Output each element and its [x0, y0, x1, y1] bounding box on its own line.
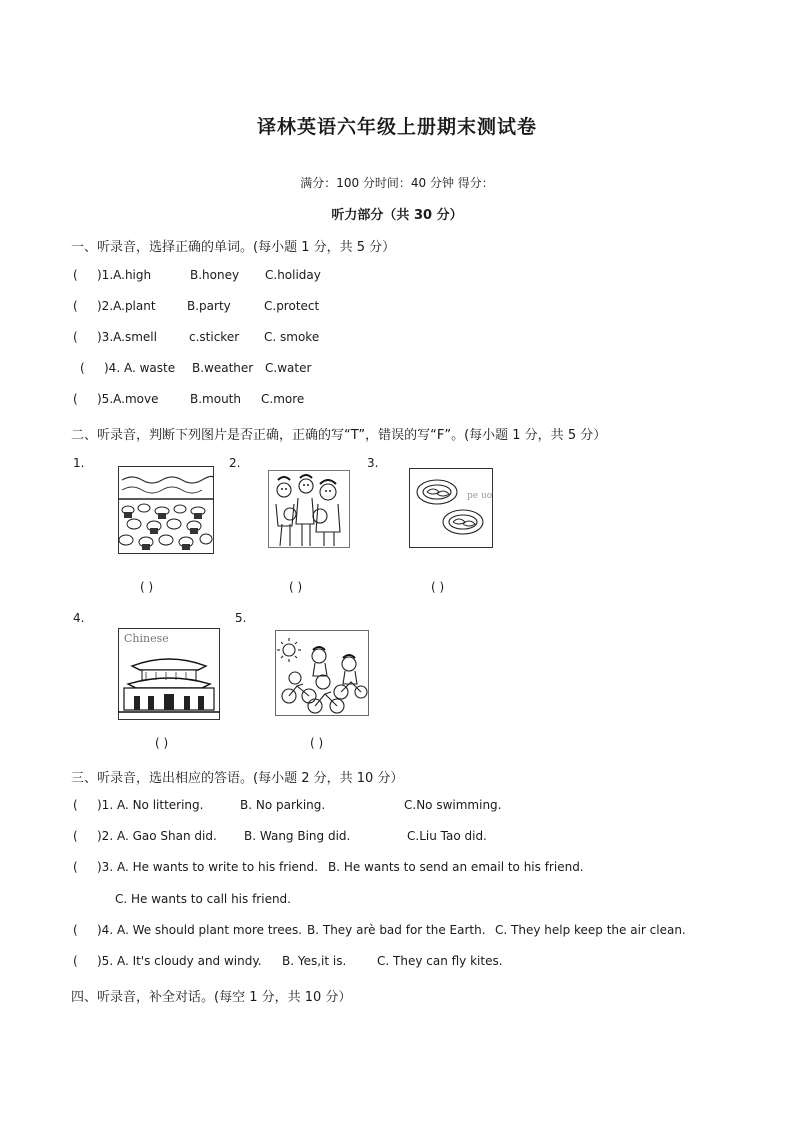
option-c: C.Liu Tao did.: [407, 829, 487, 843]
option-c: C.protect: [264, 299, 320, 313]
option-a: )5.A.move: [97, 392, 159, 406]
option-b: B.mouth: [190, 392, 241, 406]
answer-paren: (: [73, 268, 78, 282]
picture-2-party-image: [268, 470, 350, 548]
page-title: 译林英语六年级上册期末测试卷: [256, 116, 537, 138]
option-a: )1. A. No littering.: [97, 798, 204, 812]
option-b: B.honey: [190, 268, 240, 282]
picture-5-cycling-image: [275, 630, 369, 716]
picture-label-3: 3.: [367, 456, 379, 470]
picture-4-faint-text: Chinese: [124, 632, 169, 645]
option-b: B.weather: [192, 361, 254, 375]
picture-1-river-image: [118, 466, 214, 554]
option-a: )4. A. waste: [104, 361, 176, 375]
answer-blank-1[interactable]: ( ): [140, 580, 154, 594]
picture-4-tiananmen-image: [118, 628, 220, 720]
option-c: C.more: [261, 392, 305, 406]
option-a: )4. A. We should plant more trees.: [97, 923, 303, 937]
option-c: C. smoke: [264, 330, 320, 344]
answer-blank-5[interactable]: ( ): [310, 736, 324, 750]
answer-paren: (: [73, 299, 78, 313]
picture-label-2: 2.: [229, 456, 241, 470]
picture-label-5: 5.: [235, 611, 247, 625]
option-a: )2. A. Gao Shan did.: [97, 829, 217, 843]
option-c: C. They can fly kites.: [377, 954, 503, 968]
option-a: )5. A. It's cloudy and windy.: [97, 954, 262, 968]
answer-paren: (: [73, 798, 78, 812]
answer-paren: (: [73, 954, 78, 968]
option-b: B. They arè bad for the Earth.: [307, 923, 486, 937]
option-c: C.holiday: [265, 268, 321, 282]
section3-heading: 三、听录音，选出相应的答语。(每小题 2 分，共 10 分）: [71, 771, 404, 786]
picture-3-faint-text: pe uo: [467, 491, 493, 501]
picture-label-4: 4.: [73, 611, 85, 625]
section4-heading: 四、听录音，补全对话。(每空 1 分，共 10 分）: [71, 990, 352, 1005]
option-b: B. He wants to send an email to his friend.: [328, 860, 584, 874]
option-c: C. They help keep the air clean.: [495, 923, 686, 937]
answer-paren: (: [73, 392, 78, 406]
answer-paren: (: [73, 829, 78, 843]
option-c: C. He wants to call his friend.: [115, 892, 291, 906]
option-b: B.party: [187, 299, 231, 313]
option-b: B. No parking.: [240, 798, 326, 812]
answer-paren: (: [80, 361, 85, 375]
answer-blank-4[interactable]: ( ): [155, 736, 169, 750]
exam-meta: 满分：100 分时间：40 分钟 得分：: [300, 176, 494, 190]
option-a: )3.A.smell: [97, 330, 157, 344]
picture-3-dumplings-image: [409, 468, 493, 548]
option-a: )3. A. He wants to write to his friend.: [97, 860, 318, 874]
option-a: )1.A.high: [97, 268, 152, 282]
option-c: C.water: [265, 361, 312, 375]
answer-blank-3[interactable]: ( ): [431, 580, 445, 594]
section2-heading: 二、听录音，判断下列图片是否正确，正确的写“T”，错误的写“F”。(每小题 1 分，共 5 分）: [71, 428, 607, 443]
option-a: )2.A.plant: [97, 299, 156, 313]
answer-paren: (: [73, 330, 78, 344]
part-title: 听力部分（共 30 分）: [331, 208, 463, 223]
section1-heading: 一、听录音，选择正确的单词。(每小题 1 分，共 5 分）: [71, 240, 396, 255]
option-b: B. Wang Bing did.: [244, 829, 351, 843]
answer-paren: (: [73, 860, 78, 874]
answer-paren: (: [73, 923, 78, 937]
option-b: c.sticker: [189, 330, 240, 344]
option-c: C.No swimming.: [404, 798, 502, 812]
answer-blank-2[interactable]: ( ): [289, 580, 303, 594]
option-b: B. Yes,it is.: [282, 954, 347, 968]
picture-label-1: 1.: [73, 456, 85, 470]
